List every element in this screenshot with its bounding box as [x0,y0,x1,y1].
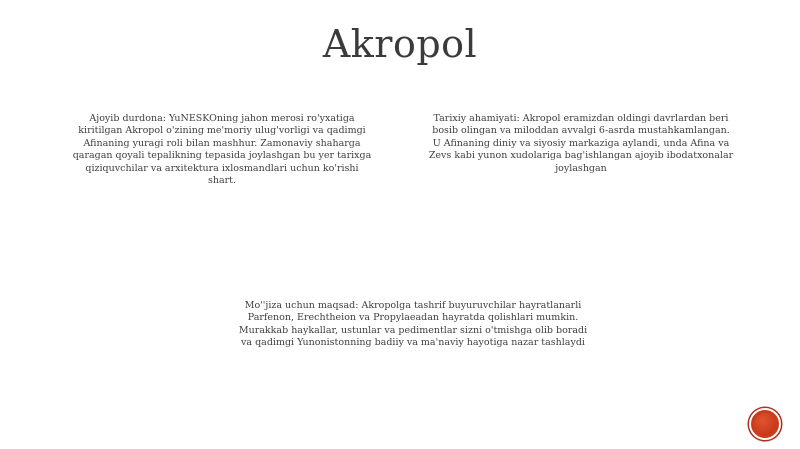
slide-nav-button[interactable] [749,408,781,440]
text-block-destination: Mo''jiza uchun maqsad: Akropolga tashrif buyuruvchilar hayratlanarli Parfenon, Erechtheion va Propylaeadan hayratda qolishlari mumkin. Murakkab haykallar, ustunlar va pedimentlar sizni o'tmishga olib boradi va qadimgi Yunonistonning badiiy va ma'naviy hayotiga nazar tashlaydi [238,300,588,349]
text-block-history: Tarixiy ahamiyati: Akropol eramizdan oldingi davrlardan beri bosib olingan va miloddan avvalgi 6-asrda mustahkamlangan. U Afinaning diniy va siyosiy markaziga aylandi, unda Afina va Zevs kabi yunon xudolariga bag'ishlangan ajoyib ibodatxonalar joylashgan [428,113,734,174]
text-block-wonder: Ajoyib durdona: YuNESKOning jahon merosi ro'yxatiga kiritilgan Akropol o'zining me'moriy ulug'vorligi va qadimgi Afinaning yuragi roli bilan mashhur. Zamonaviy shaharga qaragan qoyali tepalikning tepasida joylashgan bu yer tarixga qiziquvchilar va arxitektura ixlosmandlari uchun ko'rishi shart. [72,113,372,187]
slide-title: Akropol [322,22,478,66]
